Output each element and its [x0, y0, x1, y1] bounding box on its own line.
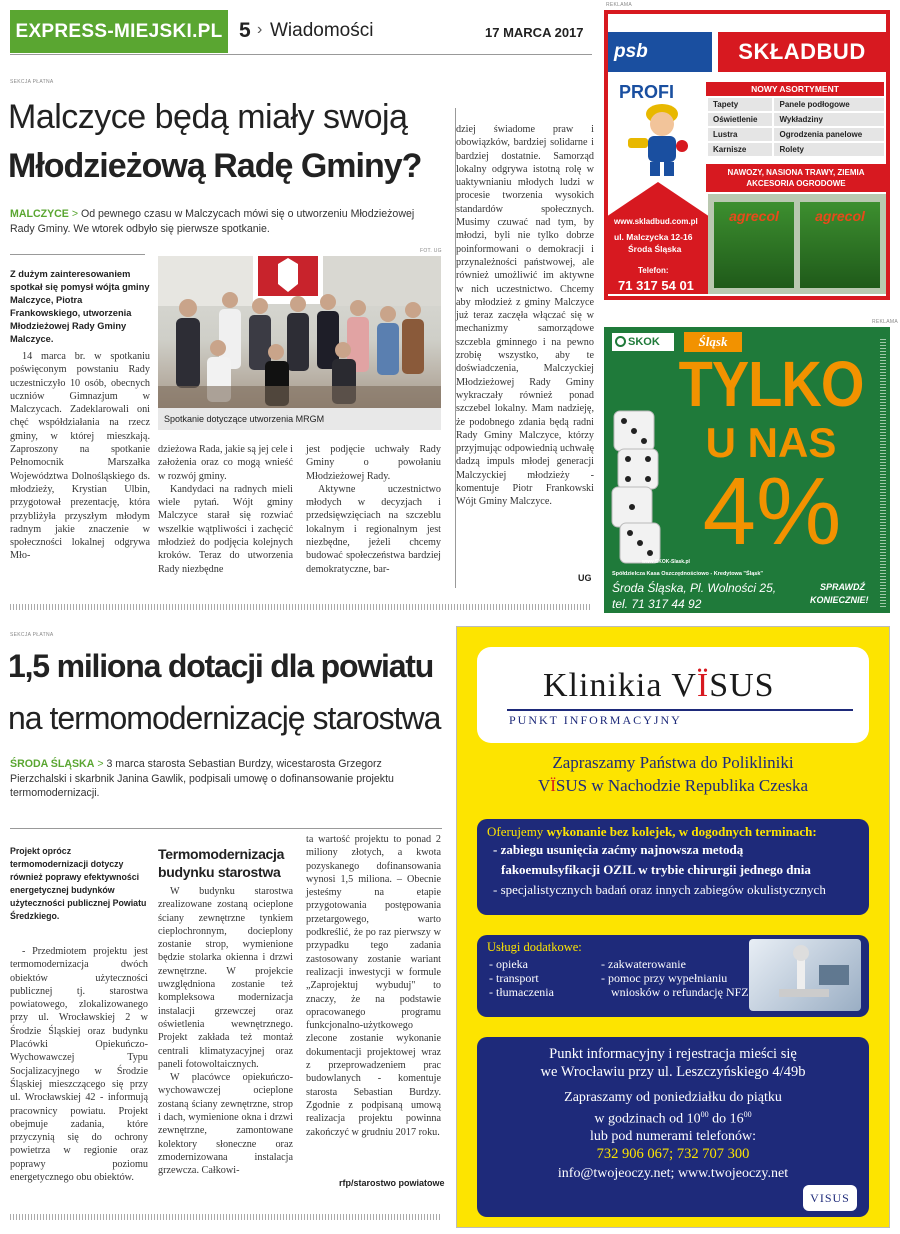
photo-caption — [158, 408, 441, 430]
ad-address2: Środa Śląska — [628, 244, 682, 254]
skok-logo — [612, 333, 674, 351]
ad-label: REKLAMA — [606, 2, 632, 8]
invite-part: V — [537, 776, 551, 795]
extra-right — [601, 957, 749, 999]
ad-phone[interactable]: 71 317 54 01 — [618, 278, 694, 293]
issue-date: 17 MARCA 2017 — [485, 25, 584, 40]
skok-cta2: KONIECZNIE! — [810, 595, 869, 605]
section-divider — [10, 604, 592, 610]
hours-line: lub pod numerami telefonów: — [589, 1128, 757, 1144]
assortment-item: Ogrodzenia panelowe — [773, 127, 885, 142]
hours-line — [477, 1106, 869, 1128]
assortment-table — [706, 96, 886, 158]
visus-offer-box — [477, 819, 869, 915]
assortment-title: NOWY ASORTYMENT — [706, 82, 884, 96]
group-photo-illustration — [158, 256, 441, 408]
article2-title-light: na termomodernizację starostwa — [8, 700, 441, 736]
agrecol-bag: agrecol — [800, 202, 880, 288]
article1-col4 — [456, 123, 594, 509]
info-line: we Wrocławiu przy ul. Leszczyńskiego 4/49b — [540, 1064, 806, 1080]
article2-lead: ŚRODA ŚLĄSKA > 3 marca starosta Sebastian Burdzy, wicestarosta Grzegorz Pierzchalski i skarbnik Janina Gawlik, podpisali umowę o dofinansowanie projektu termomodernizacji. — [10, 758, 394, 799]
visus-logo-box — [477, 647, 869, 743]
visus-extra-box — [477, 935, 869, 1017]
ad-visus[interactable] — [456, 626, 890, 1228]
paragraph: Kandydaci na radnych mieli wiele pytań. Wójt gminy Malczyce starał się rozwiać wszelkie wątpliwości i zachęcić młodzież do podjęcia kolejnych kroków. Teraz do utworzenia Rady niezbędne — [158, 483, 293, 575]
photo-credit: FOT. UG — [420, 248, 442, 254]
assortment-item: Oświetlenie — [707, 112, 773, 127]
chevron-right-icon: › — [257, 21, 263, 38]
article2-kicker: ŚRODA ŚLĄSKA — [10, 758, 95, 770]
promo-rate: 4% — [702, 458, 842, 565]
skok-circle-icon — [615, 336, 626, 347]
profi-text: PROFI — [616, 82, 677, 102]
sponsored-label: SEKCJA PŁATNA — [10, 79, 54, 85]
info-line: Punkt informacyjny i rejestracja mieści się — [549, 1046, 797, 1062]
hours-part: do 16 — [708, 1111, 744, 1127]
assortment-item: Tapety — [707, 97, 773, 112]
article2-col2 — [158, 885, 293, 1178]
extra-item: - opieka — [489, 957, 528, 971]
garden-banner: NAWOZY, NASIONA TRAWY, ZIEMIA AKCESORIA OGRODOWE — [706, 164, 886, 192]
hours-part: 00 — [743, 1110, 752, 1119]
section-title[interactable]: Wiadomości — [270, 20, 374, 41]
visus-contact[interactable]: info@twojeoczy.net; www.twojeoczy.net — [557, 1165, 789, 1181]
dice-icon — [608, 407, 668, 567]
ad-phone-label: Telefon: — [638, 266, 669, 275]
brand-part: S — [709, 667, 730, 704]
brand-part: US — [729, 667, 775, 704]
section-divider — [10, 1214, 442, 1220]
assortment-item: Rolety — [773, 142, 885, 157]
offer-head — [487, 824, 859, 840]
paragraph: dzieżowa Rada, jakie są jej cele i założenia oraz co mogą wnieść w rozwój gminy. — [158, 444, 293, 482]
skok-phone[interactable]: tel. 71 317 44 92 — [612, 597, 702, 611]
article1-title-bold: Młodzieżową Radę Gminy? — [8, 147, 422, 185]
page-number: 5 — [239, 19, 251, 42]
psb-text: psb — [614, 41, 648, 62]
article2-lead-text: 3 marca starosta Sebastian Burdzy, wicestarosta Grzegorz Pierzchalski i skarbnik Janina Gawlik, podpisali umowę o dofinansowanie projektu termomodernizacji. — [10, 758, 394, 799]
paragraph: Aktywne uczestnictwo młodych w decyzjach i przedsięwzięciach na szczeblu lokalnym i regionalnym jest niezbędne, jeżeli chcemy budować społeczeństwa bardziej demokratyczne, bar- — [306, 483, 441, 575]
article2-signature: rfp/starostwo powiatowe — [339, 1178, 445, 1188]
visus-invite1: Zapraszamy Państwa do Polikliniki — [552, 753, 794, 772]
extra-head: Usługi dodatkowe: — [487, 940, 582, 954]
article1-col2 — [158, 443, 293, 576]
photo-caption-text: Spotkanie dotyczące utworzenia MRGM — [164, 414, 325, 424]
skok-text: SKOK — [628, 336, 660, 348]
fine-print — [880, 337, 886, 607]
paragraph: ta wartość projektu to ponad 2 miliony złotych, a kwota pozyskanego dofinansowania wynosi 1,5 miliona. – Obecnie jesteśmy na etapie przygotowania postępowania przetargowego, warto podkreślić, że po raz pierwszy w przypadku tego zadania zastosowany zostanie wariant realizacji inwestycji w formule „Zaprojektuj wybuduj" to znaczy, że na podstawie opracowanego programu funkcjonalno-użytkowego zlecone zostanie wykonanie dokumentacji projektowej wraz z przeprowadzeniem prac budowlanych - komentuje starosta Sebastian Burdzy. Zgodnie z podpisaną umową realizacja projektu powinna zakończyć w grudniu 2017 roku. — [306, 834, 441, 1138]
article2-subhead: Termomodernizacja budynku starostwa — [158, 846, 285, 880]
paragraph: - Przedmiotem projektu jest termomodernizacja dwóch obiektów użyteczności publicznej tj. starostwa powiatowego, zlokalizowanego przy ul. Wrocławskiej 2 w Środzie Śląskiej oraz budynku Placówki Opiekuńczo-Wychowawczej Typu Socjalizacyjnego w Środzie Śląskiej mieszczącego się przy ul. Wrocławskiej 42 - informują pracownicy powiatu. Projekt obejmuje zadania, które przyczynią się do ochrony powietrza w regionie oraz poprawy poziomu energetycznego obu obiektów. — [10, 946, 148, 1184]
skladbud-logo: SKŁADBUD — [718, 32, 886, 72]
article2-col3 — [306, 833, 441, 1139]
promo-line1: TYLKO — [678, 347, 864, 420]
paragraph: jest podjęcie uchwały Rady Gminy o powołaniu Młodzieżowej Rady. — [306, 444, 441, 482]
paragraph: dziej świadome praw i obowiązków, bardziej solidarne i bardziej dostatnie. Samorząd lokalny odgrywa istotną rolę w uaktywnianiu młodych ludzi w procesie tworzenia wysokich standardów społecznych. Musimy czuwać nad tym, by młodzi, byli nie tylko dobrze poinformowani o demokracji i przynależności państwowej, ale również umożliwić im aktywne w nich uczestnictwo. Chcemy aby młodzież z gminy Malczyce już teraz zaczęła włączać się w mechanizmy samorządowe szczebla gminnego i na pewno zrobię wszystko, aby te doświadczenia, Malczyckiej Młodzieżowej Rady Gminy wykraczały również ponad szczebel lokalny. Mam nadzieję, że podobnego zdania będą radni Rady Gminy Malczyce, którzy przyjmując odpowiednią uchwałę dadzą impuls młodej generacji Malczyckiej młodzieży - komentuje Piotr Frankowski Wójt Gminy Malczyce. — [456, 124, 594, 508]
paragraph: 14 marca br. w spotkaniu poświęconym powstaniu Rady uczestniczyło 10 osób, obecnych uczniów Gimnazjum w Malczycach. Zadeklarowali oni chęć współdziałania na rzecz gminy, w której mieszkają. Zaproszony na spotkanie Pełnomocnik Marszałka Województwa Dolnośląskiego ds. młodzieży, Krystian Ulbin, przygotował prezentację, która przybliżyła przyszłym młodym radnym jakie znaczenie w społeczności lokalnej odgrywa Mło- — [10, 351, 150, 562]
offer-head-a: Oferujemy — [487, 824, 544, 839]
ad-skok[interactable] — [604, 327, 890, 613]
assortment-item: Panele podłogowe — [773, 97, 885, 112]
article1-col1 — [10, 350, 150, 563]
product-shelf — [708, 194, 886, 294]
dice-illustration — [608, 407, 668, 567]
clinic-photo — [749, 939, 861, 1011]
offer-line: - specjalistycznych badań oraz innych zabiegów okulistycznych — [493, 882, 826, 897]
assortment-item: Karnisze — [707, 142, 773, 157]
skok-address: Środa Śląska, Pl. Wolności 25, — [612, 581, 777, 595]
visus-info-box — [477, 1037, 869, 1217]
skok-web[interactable]: www.SKOK-Slask.pl — [642, 559, 690, 565]
paragraph: W placówce opiekuńczo-wychowawczej ocieplone zostaną ściany zewnętrzne, strop i dach, wymienione okna i drzwi zewnętrzne, zamontowane kolektory słoneczne oraz zmodernizowana instalacja grzewcza. Całkowi- — [158, 1072, 293, 1177]
assortment-item: Lustra — [707, 127, 773, 142]
ad-skladbud[interactable] — [604, 10, 890, 300]
extra-item: - pomoc przy wypełnianiu — [601, 971, 728, 985]
article1-title-light: Malczyce będą miały swoją — [8, 98, 408, 136]
visus-brand — [543, 667, 775, 705]
extra-left — [489, 957, 554, 999]
brand-part: Klinikia V — [543, 667, 697, 704]
visus-invite2 — [457, 776, 889, 796]
article1-photo — [158, 256, 441, 408]
article2-title-bold: 1,5 miliona dotacji dla powiatu — [8, 648, 434, 684]
brand-i: Ï — [696, 667, 710, 704]
paragraph: W budynku starostwa zrealizowane zostaną ocieplone ściany zewnętrzne tynkiem cieplochronnym, docieplony zostanie strop, wymienione będzie stolarka okienna i drzwi zewnętrzne. W projekcie uwzględniona zostanie też kompleksowa modernizacja instalacji grzewczej oraz oświetlenia wewnętrznego. Projekt zakłada też montaż centrali klimatyzacyjnej oraz paneli fotowoltaicznych. — [158, 886, 293, 1070]
hours-line: Zapraszamy od poniedziałku do piątku — [564, 1090, 782, 1105]
divider — [10, 828, 442, 829]
article1-kicker: MALCZYCE — [10, 208, 69, 220]
ad-label: REKLAMA — [872, 319, 898, 325]
invite-part: SUS w Nachodzie Republika Czeska — [555, 776, 809, 795]
article1-lead: MALCZYCE > Od pewnego czasu w Malczycach mówi się o utworzeniu Młodzieżowej Rady Gminy. We wtorek odbyło się pierwsze spotkanie. — [10, 208, 415, 235]
brand-logo[interactable]: EXPRESS-MIEJSKI.PL — [10, 10, 228, 53]
microscope-icon — [749, 939, 861, 1011]
article1-lead-text: Od pewnego czasu w Malczycach mówi się o utworzeniu Młodzieżowej Rady Gminy. We wtorek odbyło się pierwsze spotkanie. — [10, 208, 415, 235]
ad-url[interactable]: www.skladbud.com.pl — [614, 217, 698, 226]
brand-i: Ï — [550, 776, 556, 795]
slask-logo: Śląsk — [684, 332, 742, 352]
extra-item: - zakwaterowanie — [601, 957, 686, 971]
sponsored-label: SEKCJA PŁATNA — [10, 632, 54, 638]
logo-rule — [507, 709, 853, 711]
extra-item: - tłumaczenia — [489, 985, 554, 999]
offer-head-b: wykonanie bez kolejek, w dogodnych terminach: — [546, 824, 817, 839]
ad-address1: ul. Malczycka 12-16 — [614, 232, 693, 242]
visus-sub: PUNKT INFORMACYJNY — [509, 713, 682, 727]
worker-icon — [620, 90, 700, 180]
extra-item: - transport — [489, 971, 539, 985]
skok-bank: Spółdzielcza Kasa Oszczędnościowo - Kredytowa "Śląsk" — [612, 571, 764, 577]
agrecol-bag: agrecol — [714, 202, 794, 288]
article1-col3 — [306, 443, 441, 576]
psb-logo — [608, 32, 712, 102]
hours-part: w godzinach od 10 — [594, 1111, 701, 1127]
article1-intro: Z dużym zainteresowaniem spotkał się pomysł wójta gminy Malczyce, Piotra Frankowskiego, utworzenia Młodzieżowej Rady Gminy Malczyce. — [10, 269, 150, 344]
divider — [10, 254, 145, 255]
article2-intro: Projekt oprócz termomodernizacji dotyczy również poprawy efektywności energetycznej budynków użyteczności publicznej Powiatu Średzkiego. — [10, 846, 147, 921]
offer-line: fakoemulsyfikacji OZIL w trybie chirurgii jednego dnia — [501, 862, 811, 877]
visus-phones[interactable]: 732 906 067; 732 707 300 — [596, 1145, 750, 1162]
extra-item: wniosków o refundację NFZ — [611, 985, 749, 999]
offer-line: - zabiegu usunięcia zaćmy najnowsza metodą — [493, 842, 744, 857]
hours-part: 00 — [700, 1110, 709, 1119]
article2-col1 — [10, 945, 148, 1184]
visus-mini-logo: VISUS — [803, 1185, 857, 1211]
mascot-worker-illustration — [620, 90, 700, 180]
assortment-item: Wykładziny — [773, 112, 885, 127]
skok-cta1: SPRAWDŹ — [820, 582, 865, 592]
article1-signature: UG — [578, 573, 592, 583]
promo-line2: U NAS — [705, 419, 837, 466]
